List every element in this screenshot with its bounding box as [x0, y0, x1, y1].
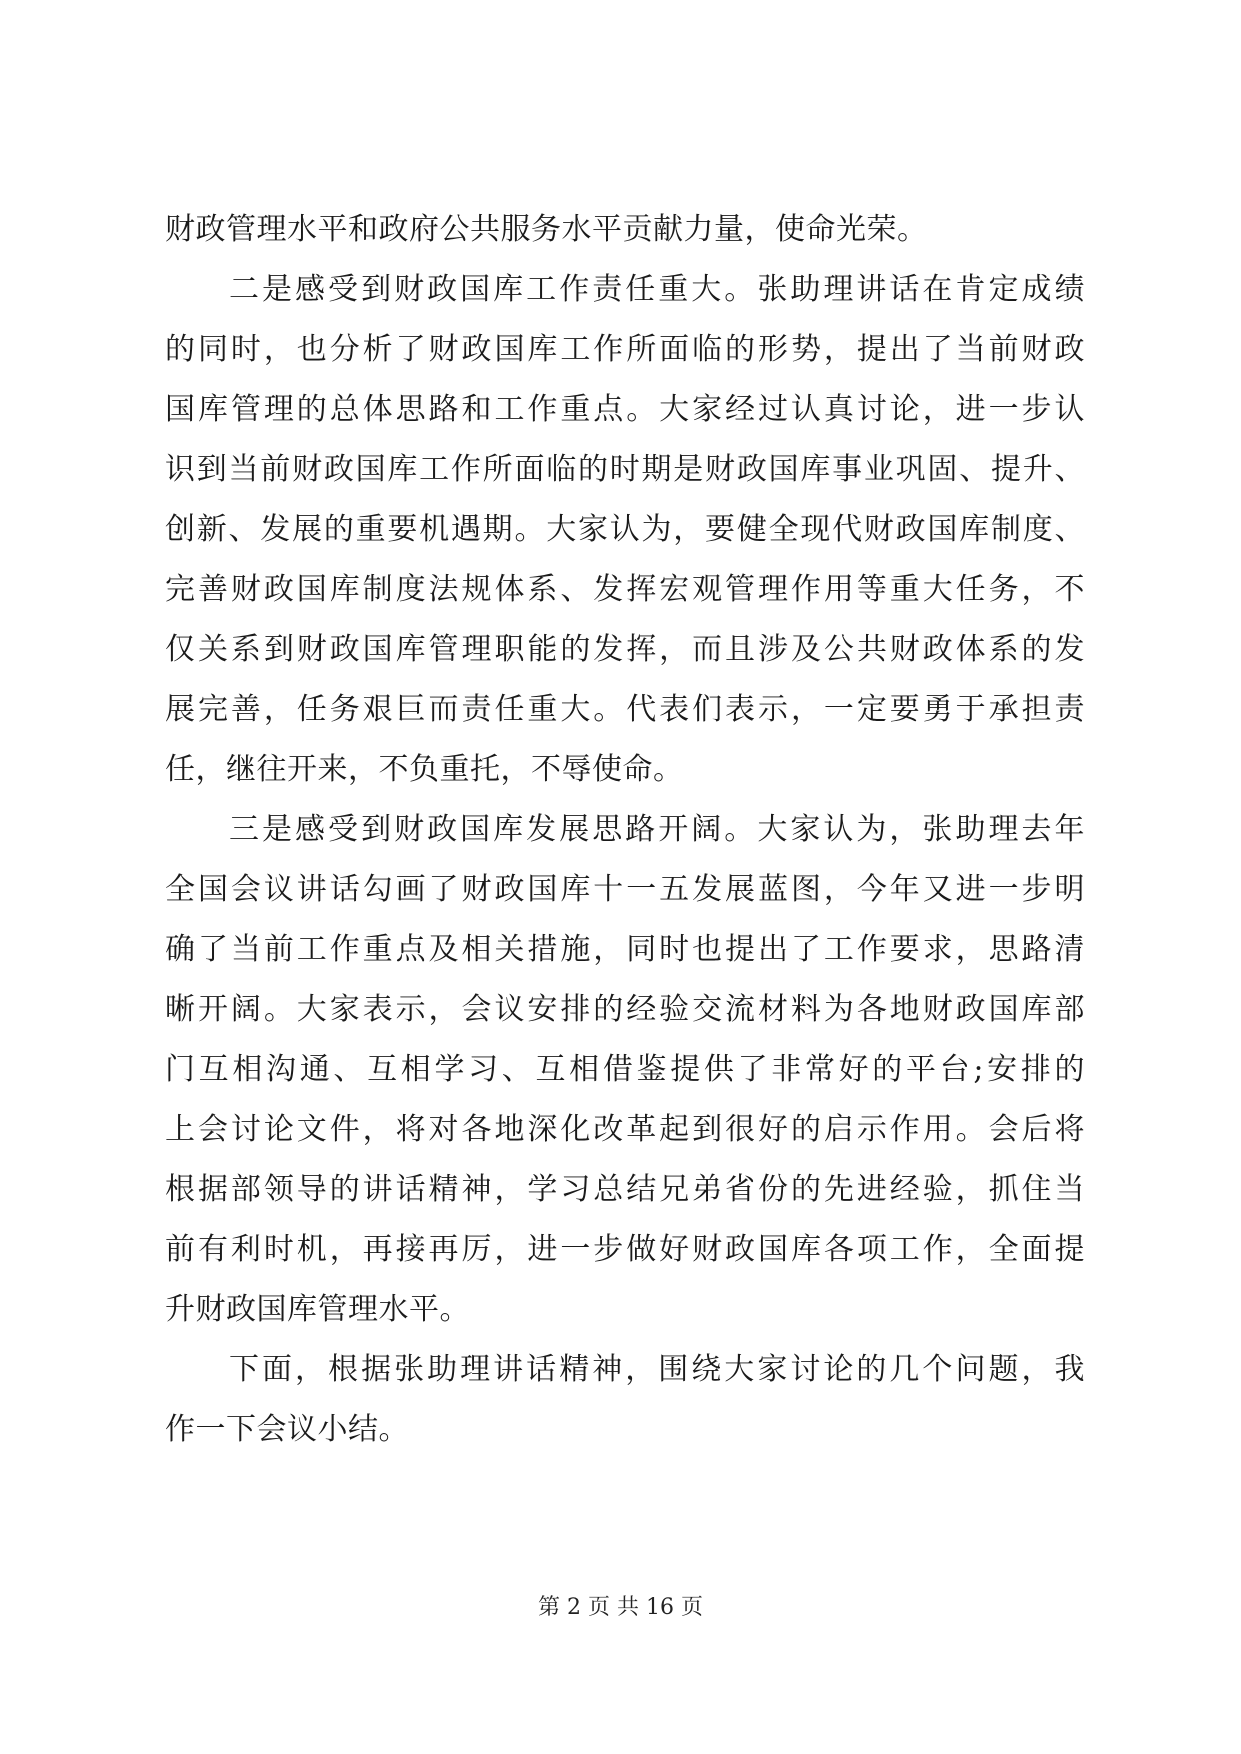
paragraph — [165, 260, 1085, 800]
text-line: 创新、发展的重要机遇期。大家认为，要健全现代财政国库制度、 — [165, 512, 1085, 547]
text-line: 三是感受到财政国库发展思路开阔。大家认为，张助理去年 — [229, 812, 1085, 847]
text-line: 作一下会议小结。 — [165, 1412, 409, 1447]
text-line: 下面，根据张助理讲话精神，围绕大家讨论的几个问题，我 — [229, 1352, 1085, 1387]
paragraph — [165, 1340, 1085, 1460]
text-line: 识到当前财政国库工作所面临的时期是财政国库事业巩固、提升、 — [165, 452, 1085, 487]
text-line: 完善财政国库制度法规体系、发挥宏观管理作用等重大任务，不 — [165, 572, 1085, 607]
text-line: 确了当前工作重点及相关措施，同时也提出了工作要求，思路清 — [165, 932, 1085, 967]
text-line: 仅关系到财政国库管理职能的发挥，而且涉及公共财政体系的发 — [165, 632, 1085, 667]
text-line: 展完善，任务艰巨而责任重大。代表们表示，一定要勇于承担责 — [165, 692, 1085, 727]
paragraph — [165, 800, 1085, 1340]
text-line: 上会讨论文件，将对各地深化改革起到很好的启示作用。会后将 — [165, 1112, 1085, 1147]
text-line: 根据部领导的讲话精神，学习总结兄弟省份的先进经验，抓住当 — [165, 1172, 1085, 1207]
text-line: 任，继往开来，不负重托，不辱使命。 — [165, 752, 684, 787]
text-line: 财政管理水平和政府公共服务水平贡献力量，使命光荣。 — [165, 212, 928, 247]
text-line: 升财政国库管理水平。 — [165, 1292, 470, 1327]
text-line: 二是感受到财政国库工作责任重大。张助理讲话在肯定成绩 — [229, 272, 1085, 307]
document-body — [165, 200, 1085, 1460]
text-line: 门互相沟通、互相学习、互相借鉴提供了非常好的平台;安排的 — [165, 1052, 1085, 1087]
text-line: 的同时，也分析了财政国库工作所面临的形势，提出了当前财政 — [165, 332, 1085, 367]
text-line: 前有利时机，再接再厉，进一步做好财政国库各项工作，全面提 — [165, 1232, 1085, 1267]
paragraph — [165, 200, 1085, 260]
text-line: 全国会议讲话勾画了财政国库十一五发展蓝图，今年又进一步明 — [165, 872, 1085, 907]
text-line: 晰开阔。大家表示，会议安排的经验交流材料为各地财政国库部 — [165, 992, 1085, 1027]
text-line: 国库管理的总体思路和工作重点。大家经过认真讨论，进一步认 — [165, 392, 1085, 427]
page-footer: 第 2 页 共 16 页 — [538, 1595, 703, 1620]
